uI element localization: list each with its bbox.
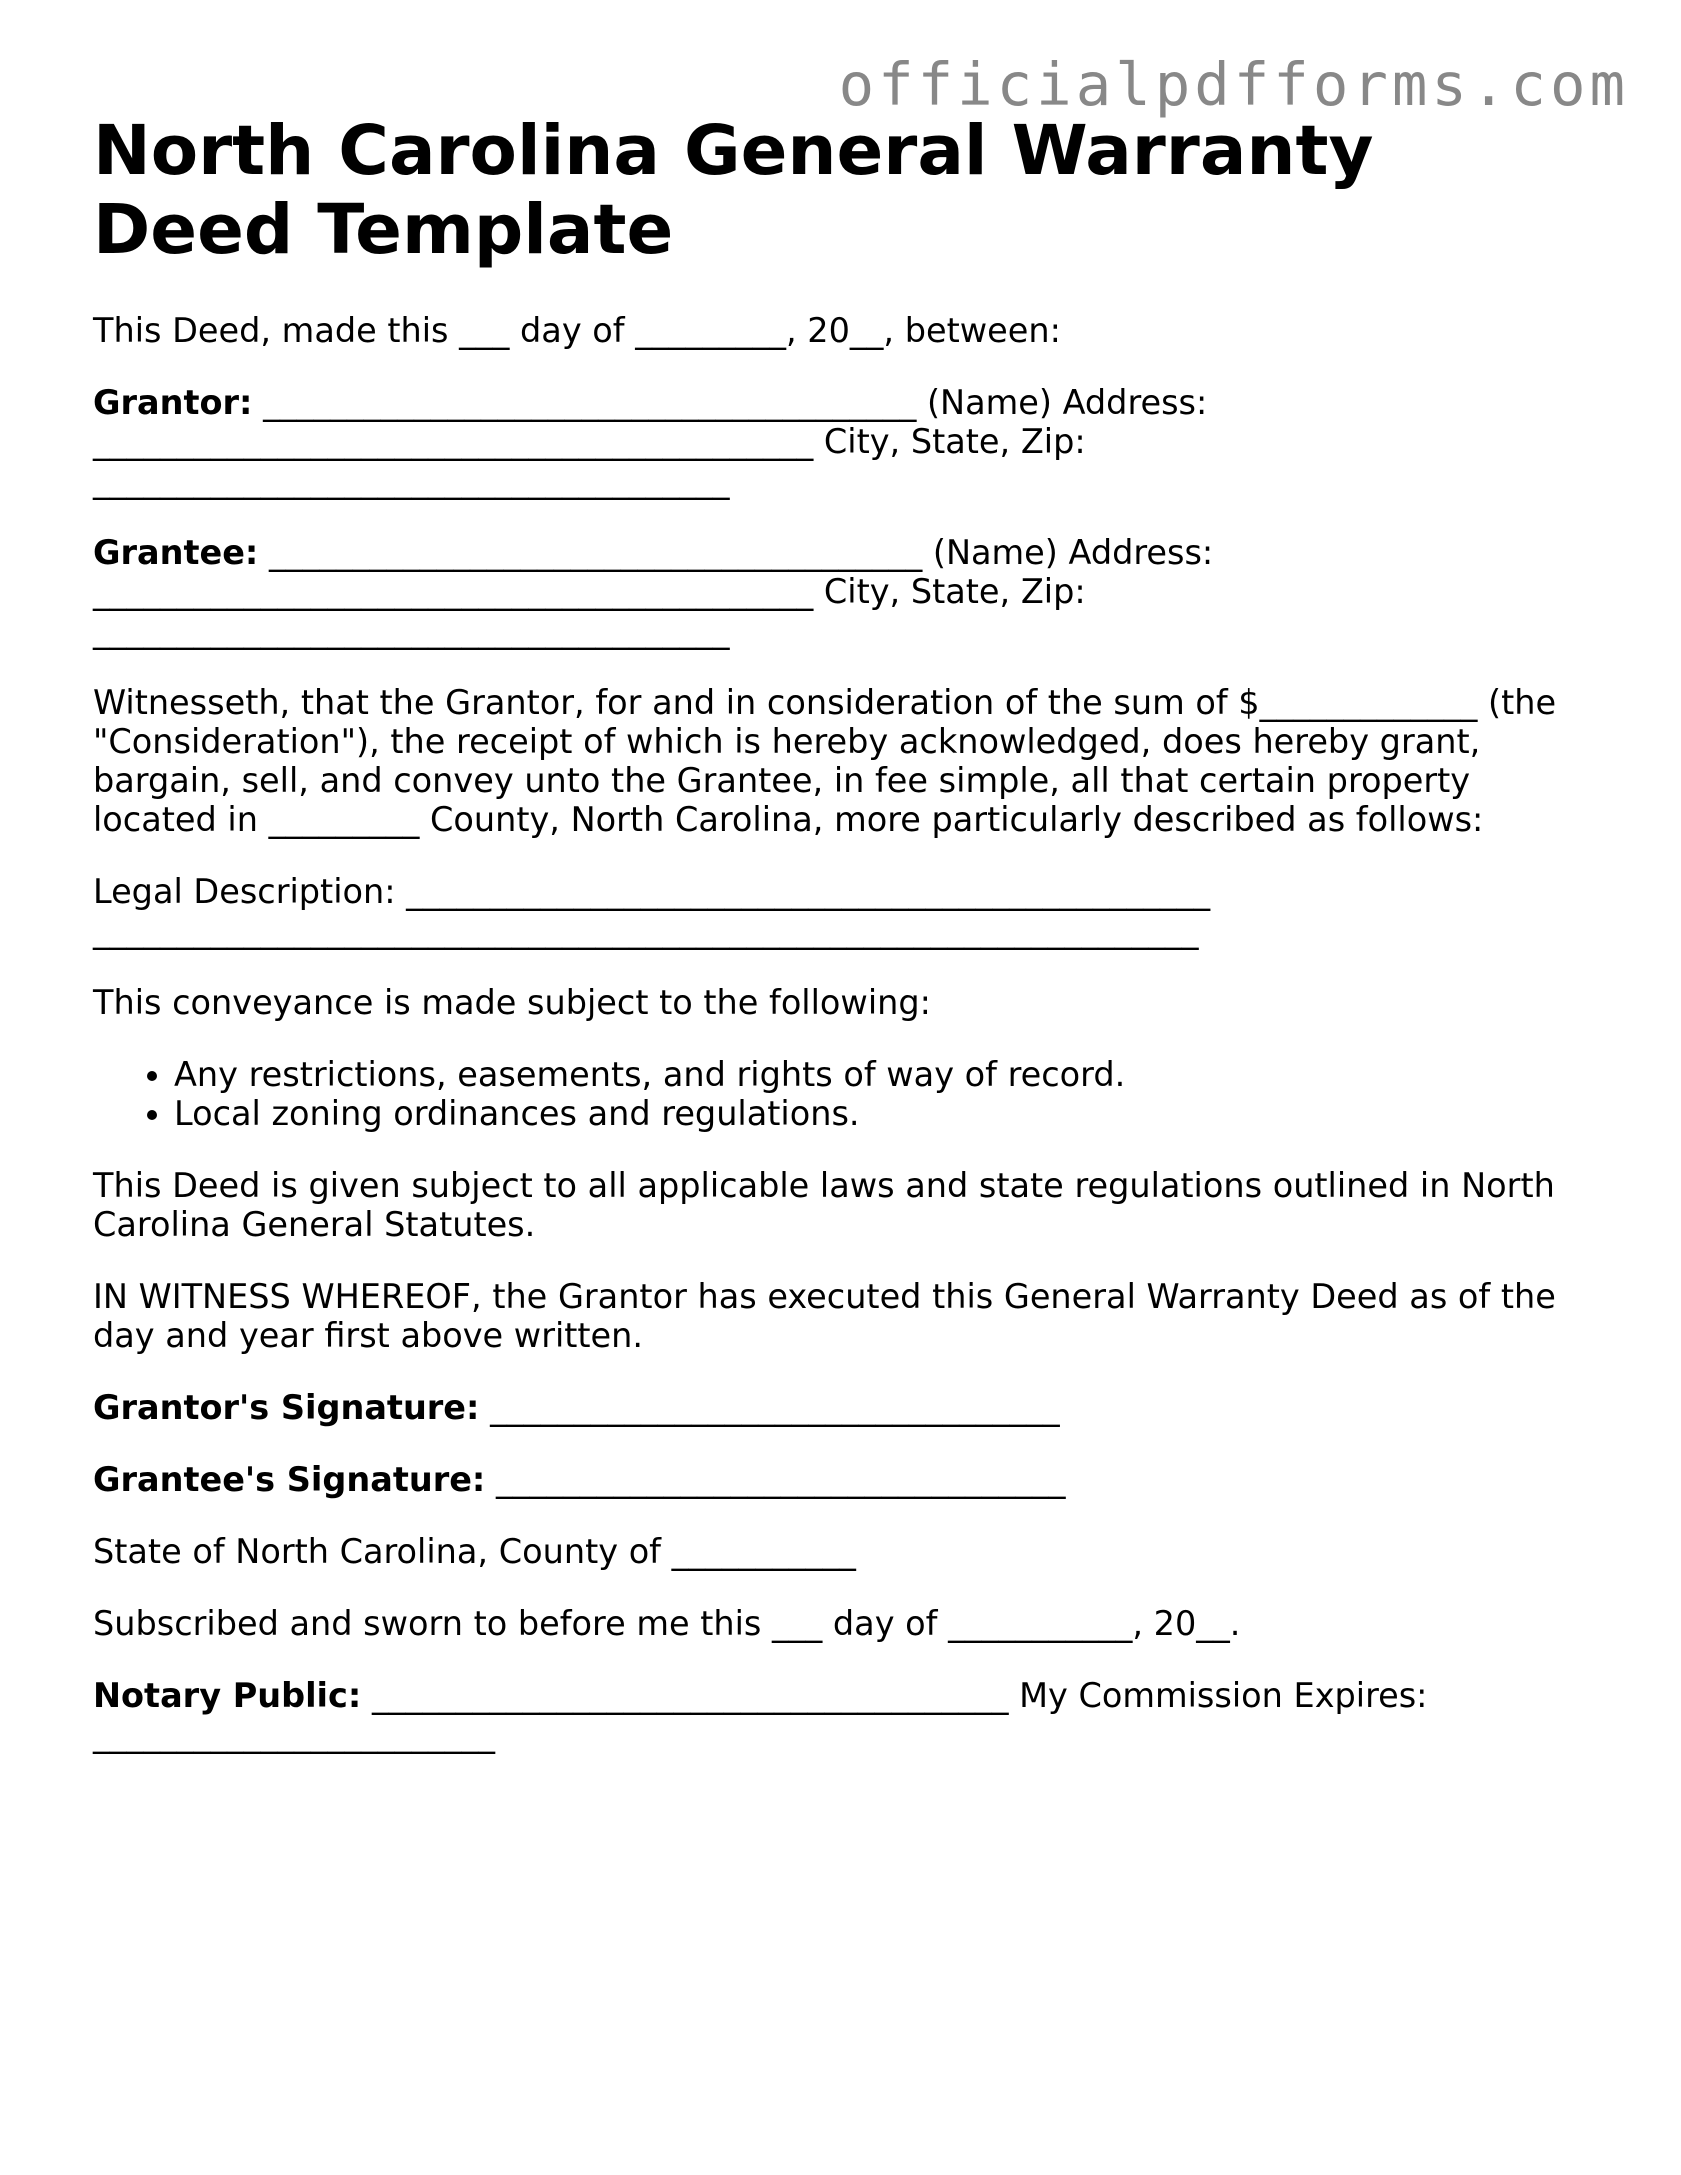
conveyance-intro: This conveyance is made subject to the following: <box>93 983 931 1022</box>
grantee-signature-blank: __________________________________ <box>485 1460 1066 1499</box>
document-page <box>93 112 1593 1754</box>
grantor-block <box>93 383 1593 500</box>
watermark: officialpdfforms.com <box>838 50 1629 119</box>
grantee-signature-label: Grantee's Signature: <box>93 1460 486 1499</box>
conditions-list <box>93 1055 1593 1133</box>
grantee-signature-line <box>93 1460 1593 1499</box>
grantor-signature-blank: __________________________________ <box>479 1388 1060 1427</box>
grantor-signature-label: Grantor's Signature: <box>93 1388 480 1427</box>
page-title: North Carolina General Warranty Deed Template <box>93 111 1374 270</box>
notary-block <box>93 1676 1593 1754</box>
subscribed-line: Subscribed and sworn to before me this ___ day of ___________, 20__. <box>93 1604 1241 1643</box>
laws-paragraph: This Deed is given subject to all applicable laws and state regulations outlined in North Carolina General Statutes. <box>93 1166 1555 1244</box>
grantee-label: Grantee: <box>93 533 259 572</box>
notary-label: Notary Public: <box>93 1676 362 1715</box>
grantee-block <box>93 533 1593 650</box>
list-item: • Any restrictions, easements, and rights of way of record. <box>174 1055 1593 1094</box>
grantor-label: Grantor: <box>93 383 253 422</box>
witnesseth-paragraph: Witnesseth, that the Grantor, for and in consideration of the sum of $_____________ (the "Consideration"), the receipt of which is hereby acknowledged, does hereby grant, bargain, sell, and convey unto the Grantee, in fee simple, all that certain property located in _________ County, North Carolina, more particularly described as follows: <box>93 683 1557 839</box>
state-county-line: State of North Carolina, County of ___________ <box>93 1532 856 1571</box>
list-item: • Local zoning ordinances and regulations. <box>174 1094 1593 1133</box>
notary-fields: ______________________________________ My Commission Expires: ________________________ <box>93 1676 1428 1754</box>
intro-line: This Deed, made this ___ day of _________, 20__, between: <box>93 311 1061 350</box>
grantor-signature-line <box>93 1388 1593 1427</box>
grantee-fields: _______________________________________ (Name) Address: ___________________________________________ City, State, Zip: ______________________________________ <box>93 533 1214 650</box>
legal-description: Legal Description: ________________________________________________ __________________________________________________________________ <box>93 872 1211 950</box>
in-witness-paragraph: IN WITNESS WHEREOF, the Grantor has executed this General Warranty Deed as of the day and year first above written. <box>93 1277 1556 1355</box>
grantor-fields: _______________________________________ (Name) Address: ___________________________________________ City, State, Zip: ______________________________________ <box>93 383 1208 500</box>
